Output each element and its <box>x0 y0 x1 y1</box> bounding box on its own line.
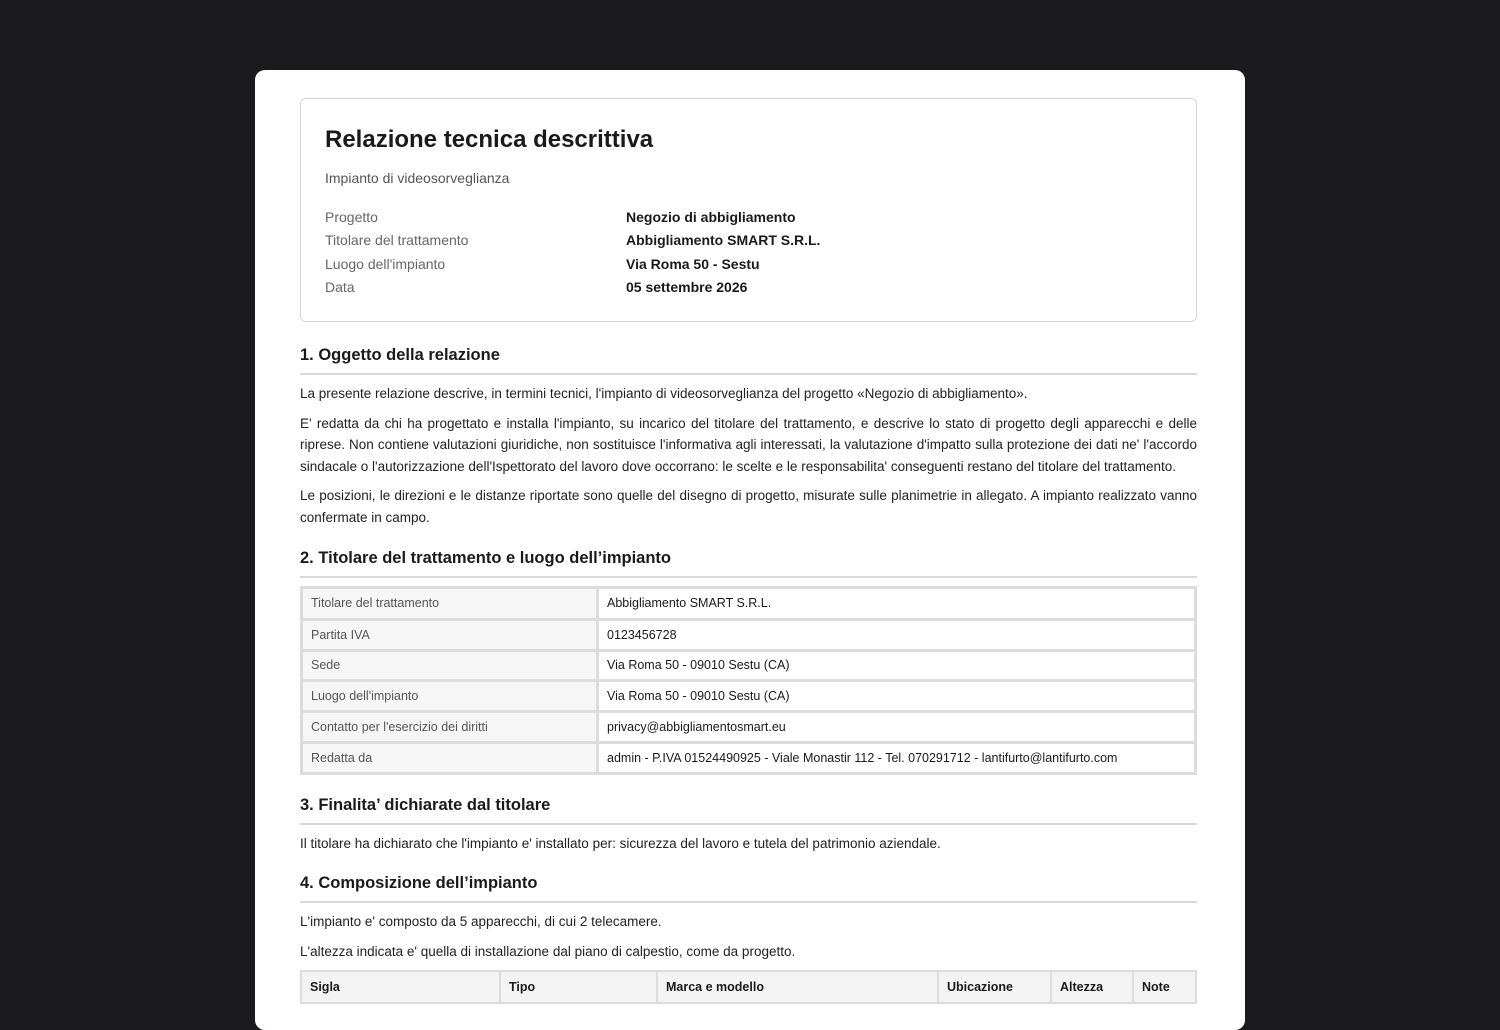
meta-value: Via Roma 50 - Sestu <box>626 255 760 272</box>
column-header-ubicazione: Ubicazione <box>939 972 1052 1002</box>
document-header <box>300 98 1197 322</box>
document-subtitle: Impianto di videosorveglianza <box>325 170 510 186</box>
table-row <box>302 650 1195 681</box>
column-header-marca: Marca e modello <box>658 972 939 1002</box>
meta-value: Abbigliamento SMART S.R.L. <box>626 232 821 249</box>
table-header-row <box>302 972 1195 1002</box>
section-title-oggetto: 1. Oggetto della relazione <box>300 346 1197 375</box>
table-value: privacy@abbigliamentosmart.eu <box>598 711 1195 742</box>
column-header-sigla: Sigla <box>302 972 501 1002</box>
table-key: Titolare del trattamento <box>302 588 598 619</box>
titolare-table <box>300 586 1197 775</box>
meta-value: Negozio di abbigliamento <box>626 208 796 225</box>
table-row <box>302 588 1195 619</box>
meta-row-data <box>325 276 1172 300</box>
document-title: Relazione tecnica descrittiva <box>325 126 654 153</box>
paragraph: Le posizioni, le direzioni e le distanze riportate sono quelle del disegno di progetto, misurate sulle planimetrie in allegato. A impianto realizzato vanno confermate in campo. <box>300 488 1197 525</box>
table-key: Partita IVA <box>302 619 598 650</box>
table-key: Contatto per l'esercizio dei diritti <box>302 711 598 742</box>
meta-row-progetto <box>325 205 1172 229</box>
table-value: Abbigliamento SMART S.R.L. <box>598 588 1195 619</box>
table-value: Via Roma 50 - 09010 Sestu (CA) <box>598 650 1195 681</box>
meta-row-titolare <box>325 229 1172 253</box>
paragraph: E' redatta da chi ha progettato e installa l'impianto, su incarico del titolare del trattamento, e descrive lo stato di progetto degli apparecchi e delle riprese. Non contiene valutazioni giuridiche, non sostituisce l'informativa agli interessati, la valutazione d'impatto sulla protezione dei dati ne' l'accordo sindacale o l'autorizzazione dell'Ispettorato del lavoro dove occorrano: le scelte e le responsabilita' conseguenti restano del titolare del trattamento. <box>300 415 1197 474</box>
table-row <box>302 619 1195 650</box>
table-key: Sede <box>302 650 598 681</box>
meta-row-luogo <box>325 252 1172 276</box>
table-row <box>302 711 1195 742</box>
table-key: Luogo dell'impianto <box>302 680 598 711</box>
table-value: 0123456728 <box>598 619 1195 650</box>
meta-label: Progetto <box>325 208 378 225</box>
column-header-altezza: Altezza <box>1052 972 1134 1002</box>
meta-label: Luogo dell'impianto <box>325 255 446 272</box>
meta-label: Data <box>325 279 355 296</box>
section-title-composizione: 4. Composizione dell’impianto <box>300 874 1197 903</box>
table-value: admin - P.IVA 01524490925 - Viale Monastir 112 - Tel. 070291712 - lantifurto@lantifurto.com <box>598 742 1195 773</box>
document-page <box>255 70 1245 1030</box>
table-row <box>302 742 1195 773</box>
document-meta <box>325 205 1172 299</box>
section-title-titolare: 2. Titolare del trattamento e luogo dell’impianto <box>300 549 1197 578</box>
paragraph: Il titolare ha dichiarato che l'impianto e' installato per: sicurezza del lavoro e tutela del patrimonio aziendale. <box>300 835 941 851</box>
paragraph: L'altezza indicata e' quella di installazione dal piano di calpestio, come da progetto. <box>300 943 796 959</box>
section-title-finalita: 3. Finalita’ dichiarate dal titolare <box>300 796 1197 825</box>
paragraph: La presente relazione descrive, in termini tecnici, l'impianto di videosorveglianza del progetto «Negozio di abbigliamento». <box>300 386 1028 401</box>
table-value: Via Roma 50 - 09010 Sestu (CA) <box>598 680 1195 711</box>
meta-value: 05 settembre 2026 <box>626 279 748 296</box>
column-header-note: Note <box>1134 972 1195 1002</box>
paragraph: L'impianto e' composto da 5 apparecchi, di cui 2 telecamere. <box>300 914 662 930</box>
table-row <box>302 680 1195 711</box>
meta-label: Titolare del trattamento <box>325 232 469 249</box>
column-header-tipo: Tipo <box>501 972 658 1002</box>
table-key: Redatta da <box>302 742 598 773</box>
composizione-table <box>300 970 1197 1004</box>
